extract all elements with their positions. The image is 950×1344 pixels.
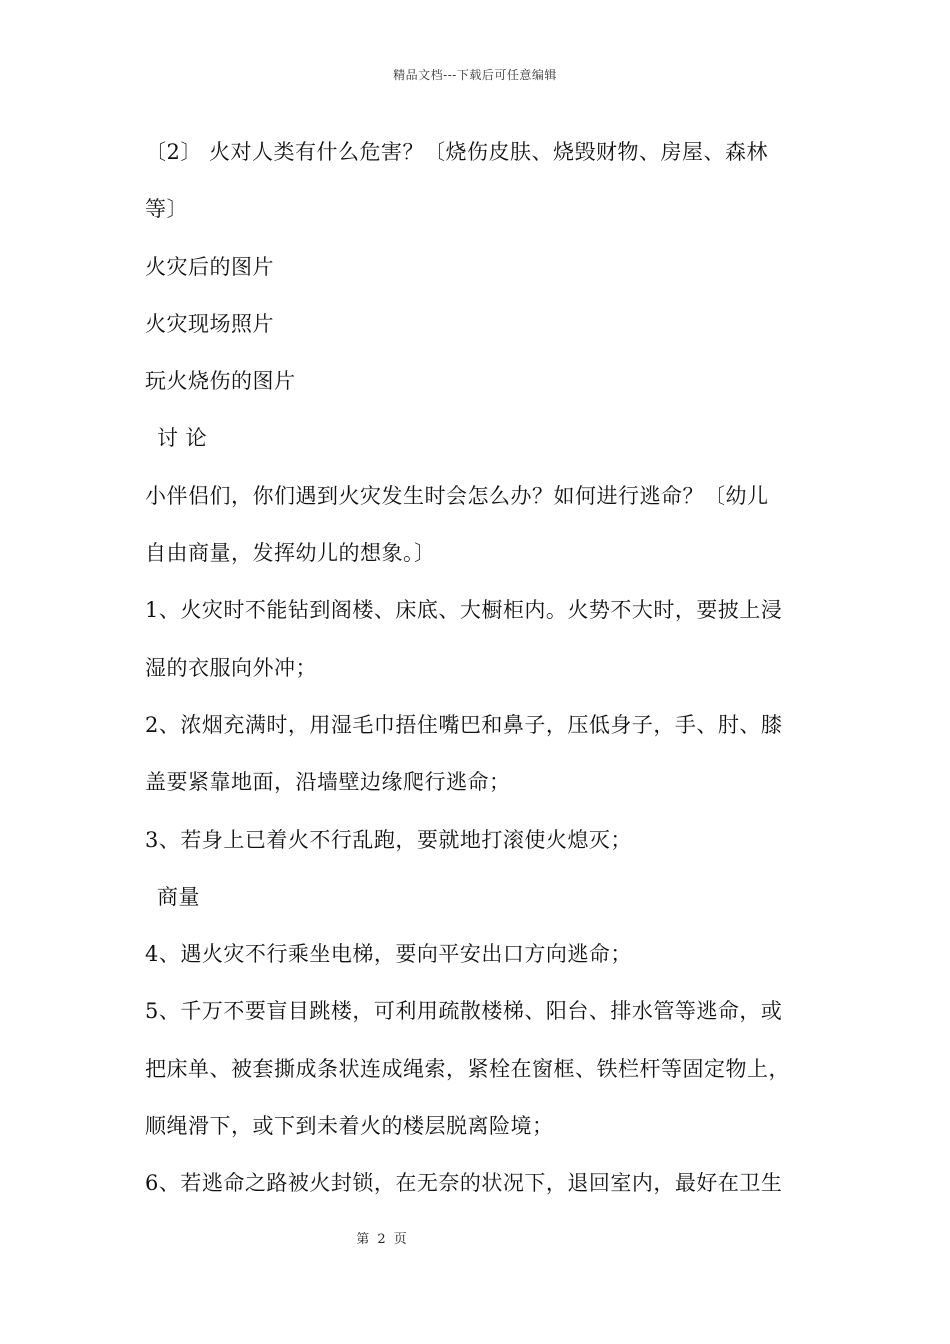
- text-line: 自由商量，发挥幼儿的想象。〕: [145, 541, 436, 566]
- text-line: 火灾后的图片: [145, 254, 274, 279]
- list-item-continuation: 湿的衣服向外冲；: [145, 655, 317, 680]
- section-heading-discuss: 商量: [157, 884, 200, 909]
- list-item: 2、浓烟充满时，用湿毛巾捂住嘴巴和鼻子，压低身子，手、肘、膝: [145, 712, 783, 737]
- text-line: 〔2〕 火对人类有什么危害？〔烧伤皮肤、烧毁财物、房屋、森林: [145, 140, 769, 164]
- list-item: 6、若逃命之路被火封锁，在无奈的状况下，退回室内，最好在卫生: [145, 1171, 783, 1196]
- list-item: 4、遇火灾不行乘坐电梯，要向平安出口方向逃命；: [145, 942, 632, 967]
- section-heading-discussion: 讨 论: [157, 426, 208, 451]
- list-item-continuation: 盖要紧靠地面，沿墙壁边缘爬行逃命；: [145, 770, 511, 795]
- text-line: 等〕: [145, 197, 188, 222]
- page-number: 第 2 页: [356, 1232, 409, 1247]
- text-line: 小伴侣们，你们遇到火灾发生时会怎么办？如何进行逃命？〔幼儿: [145, 483, 769, 508]
- list-item-continuation: 把床单、被套撕成条状连成绳索，紧栓在窗框、铁栏杆等固定物上，: [145, 1056, 790, 1081]
- list-item: 1、火灾时不能钻到阁楼、床底、大橱柜内。火势不大时，要披上浸: [145, 598, 783, 623]
- document-body: [145, 130, 825, 1219]
- list-item: 3、若身上已着火不行乱跑，要就地打滚使火熄灭；: [145, 827, 632, 852]
- list-item-continuation: 顺绳滑下，或下到未着火的楼层脱离险境；: [145, 1114, 554, 1139]
- list-item: 5、千万不要盲目跳楼，可利用疏散楼梯、阳台、排水管等逃命，或: [145, 999, 783, 1024]
- page-header: 精品文档---下载后可任意编辑: [393, 68, 557, 82]
- text-line: 火灾现场照片: [145, 311, 274, 336]
- text-line: 玩火烧伤的图片: [145, 369, 296, 394]
